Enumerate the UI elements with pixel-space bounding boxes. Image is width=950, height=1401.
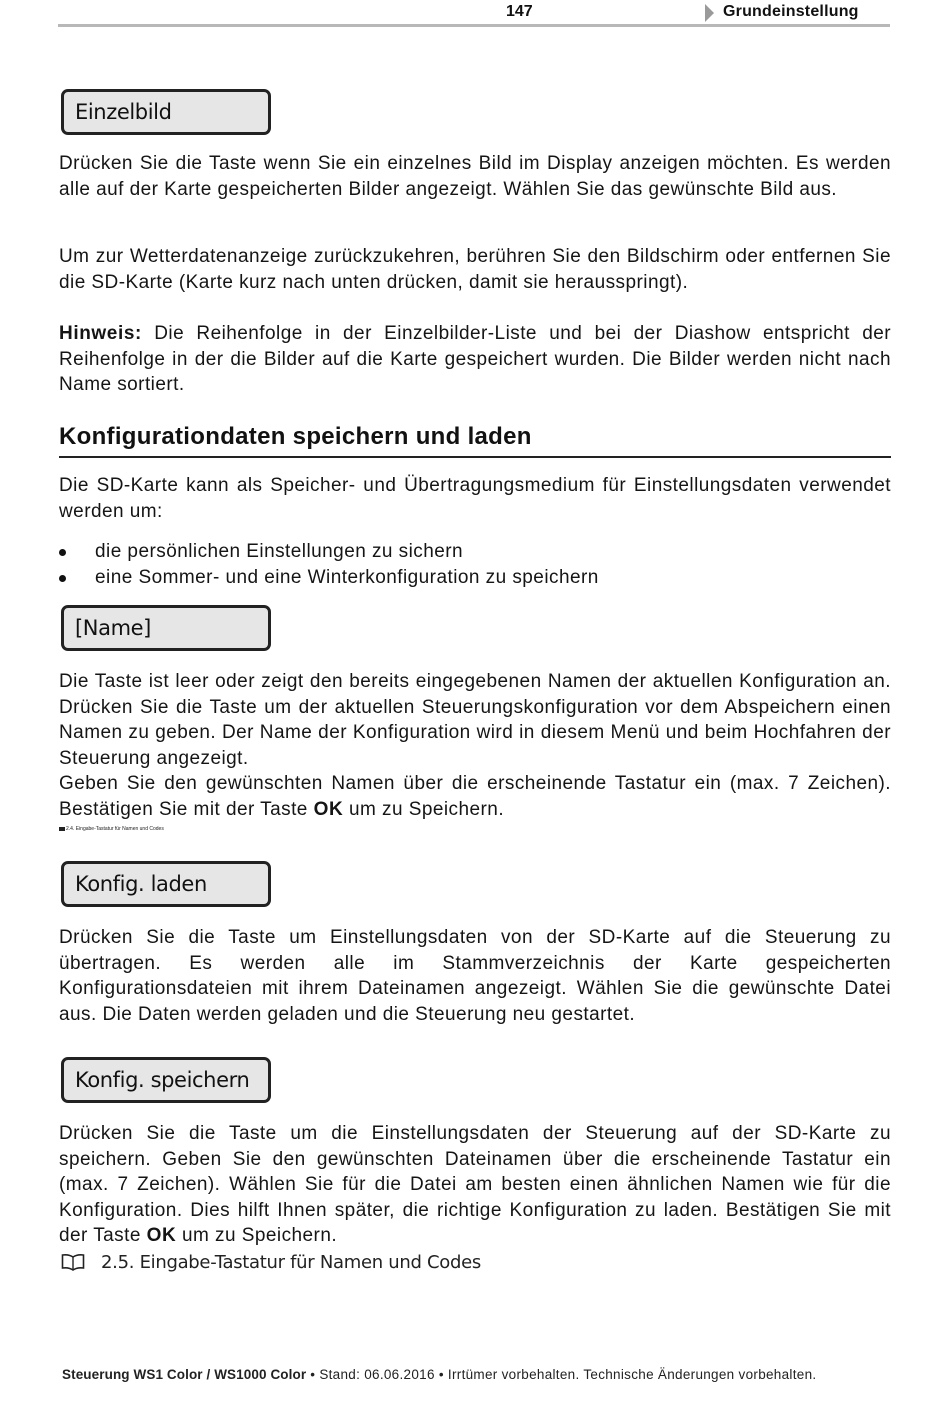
section-heading: Konfigurationdaten speichern und laden bbox=[59, 423, 532, 450]
bullet-dot bbox=[59, 575, 66, 582]
book-icon bbox=[61, 1253, 85, 1271]
tiny-reference-text: 2.4. Eingabe-Tastatur für Namen und Codes bbox=[66, 826, 164, 832]
konfig-speichern-key: Konfig. speichern bbox=[61, 1057, 271, 1103]
bullet-dot bbox=[59, 549, 66, 556]
footer-date: Stand: 06.06.2016 bbox=[319, 1367, 435, 1382]
name-instructions-pre: Geben Sie den gewünschten Namen über die erscheinende Tastatur ein (max. 7 Zeichen). Bestätigen Sie mit der Taste bbox=[59, 773, 891, 820]
list-item-text: eine Sommer- und eine Winterkonfiguration zu speichern bbox=[95, 567, 599, 588]
page-number: 147 bbox=[506, 3, 533, 20]
tiny-cross-reference bbox=[59, 826, 164, 832]
konfig-laden-description: Drücken Sie die Taste um Einstellungsdaten von der SD-Karte auf die Steuerung zu übertragen. Es werden alle im Stammverzeichnis der Karte gespeicherten Konfigurationsdateien mit ihrem Dateinamen angezeigt. Wählen Sie die gewünschte Datei aus. Die Daten werden geladen und die Steuerung neu gestartet. bbox=[59, 927, 891, 1025]
section-intro: Die SD-Karte kann als Speicher- und Übertragungsmedium für Einstellungsdaten verwendet werden um: bbox=[59, 475, 891, 522]
speichern-text-pre: Drücken Sie die Taste um die Einstellungsdaten der Steuerung auf der SD-Karte zu speichern. Geben Sie den gewünschten Dateinamen über die erscheinende Tastatur ein (max. 7 Zeichen). Wählen Sie für die Datei am besten einen ähnlichen Namen wie für die Konfiguration. Dies hilft Ihnen später, die richtige Konfiguration zu laden. Bestätigen Sie mit der Taste bbox=[59, 1123, 891, 1246]
speichern-text-post: um zu Speichern. bbox=[176, 1225, 338, 1246]
tiny-book-icon bbox=[59, 827, 65, 831]
einzelbild-key: Einzelbild bbox=[61, 89, 271, 135]
footer-separator: • bbox=[306, 1367, 320, 1382]
einzelbild-description: Drücken Sie die Taste wenn Sie ein einzelnes Bild im Display anzeigen möchten. Es werden alle auf der Karte gespeicherten Bilder angezeigt. Wählen Sie das gewünschte Bild aus. bbox=[59, 153, 891, 200]
ok-key-label: OK bbox=[313, 798, 344, 820]
footer-disclaimer: Irrtümer vorbehalten. Technische Änderungen vorbehalten. bbox=[447, 1367, 817, 1382]
konfig-laden-key: Konfig. laden bbox=[61, 861, 271, 907]
hinweis-note bbox=[59, 321, 891, 398]
cross-reference-text: 2.5. Eingabe-Tastatur für Namen und Codes bbox=[101, 1252, 481, 1273]
name-instructions-post: um zu Speichern. bbox=[343, 798, 505, 820]
header-section-tab bbox=[705, 0, 890, 24]
heading-rule bbox=[59, 456, 891, 458]
section-arrow-icon bbox=[705, 4, 714, 22]
name-key-description: Die Taste ist leer oder zeigt den bereits eingegebenen Namen der aktuellen Konfiguration an. Drücken Sie die Taste um der aktuellen Steuerungskonfiguration vor dem Abspeichern einen Namen zu geben. Der Name der Konfiguration wird in diesem Menü und beim Hochfahren der Steuerung angezeigt. bbox=[59, 671, 891, 769]
name-key-instructions bbox=[59, 771, 891, 822]
list-item-text: die persönlichen Einstellungen zu sichern bbox=[95, 541, 464, 562]
name-key: [Name] bbox=[61, 605, 271, 651]
page-footer bbox=[62, 1367, 892, 1382]
footer-separator: • bbox=[434, 1367, 448, 1382]
header-rule bbox=[58, 24, 890, 27]
footer-product: Steuerung WS1 Color / WS1000 Color bbox=[62, 1367, 307, 1382]
hinweis-label: Hinweis: bbox=[59, 323, 142, 344]
einzelbild-return-text: Um zur Wetterdatenanzeige zurückzukehren, berühren Sie den Bildschirm oder entfernen Sie die SD-Karte (Karte kurz nach unten drücken, damit sie herausspringt). bbox=[59, 246, 891, 293]
konfig-speichern-description bbox=[59, 1121, 891, 1249]
ok-key-label: OK bbox=[146, 1225, 177, 1246]
hinweis-text: Die Reihenfolge in der Einzelbilder-Liste und bei der Diashow entspricht der Reihenfolge in der die Bilder auf die Karte gespeichert wurden. Die Bilder werden nicht nach Name sortiert. bbox=[59, 323, 891, 395]
page-header bbox=[58, 0, 890, 27]
header-section-title: Grundeinstellung bbox=[723, 3, 859, 20]
